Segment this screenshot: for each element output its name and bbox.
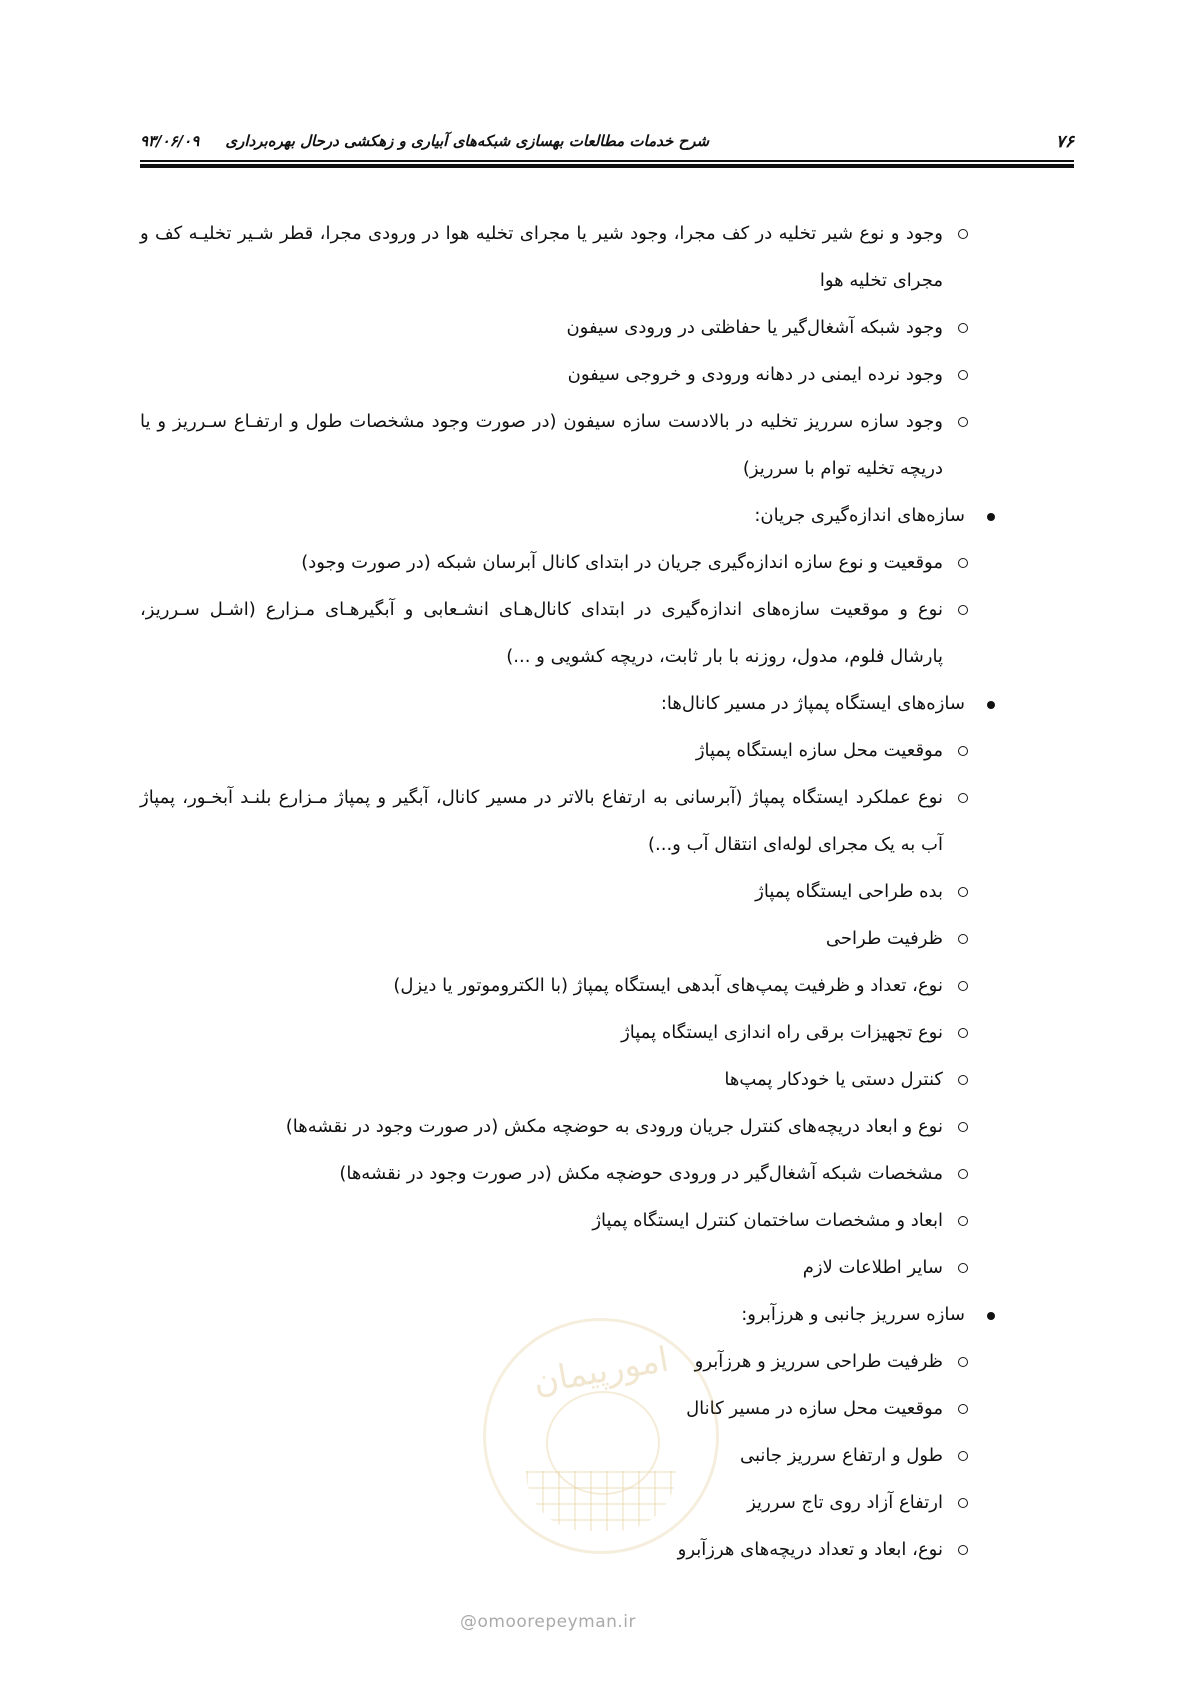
bullet-dot-icon (979, 680, 1003, 727)
bullet-dot-icon (979, 492, 1003, 539)
hollow-circle-icon (951, 586, 975, 633)
list-item (140, 774, 975, 868)
list-item-text: مشخصات شبکه آشغال‌گیر در ورودی حوضچه مکش (در صورت وجود در نقشه‌ها) (339, 1163, 943, 1184)
watermark-seal (483, 1318, 719, 1554)
list-item-text: وجود نرده ایمنی در دهانه ورودی و خروجی سیفون (567, 364, 943, 385)
list-item-text: طول و ارتفاع سرریز جانبی (739, 1445, 943, 1466)
hollow-circle-icon (951, 1103, 975, 1150)
list-item-text: ابعاد و مشخصات ساختمان کنترل ایستگاه پمپاژ (592, 1210, 943, 1231)
hollow-circle-icon (951, 868, 975, 915)
list-item (140, 868, 975, 915)
hollow-circle-icon (951, 1197, 975, 1244)
list-item-text: نوع و ابعاد دریچه‌های کنترل جریان ورودی به حوضچه مکش (در صورت وجود در نقشه‌ها) (285, 1116, 943, 1137)
hollow-circle-icon (951, 1009, 975, 1056)
hollow-circle-icon (951, 774, 975, 821)
watermark-grid (526, 1471, 676, 1531)
list-item-text: ارتفاع آزاد روی تاج سرریز (747, 1492, 943, 1513)
list-item (140, 1244, 975, 1291)
list-item-text: موقعیت و نوع سازه اندازه‌گیری جریان در ابتدای کانال آبرسان شبکه (در صورت وجود) (301, 552, 943, 573)
list-item-text: کنترل دستی یا خودکار پمپ‌ها (724, 1069, 943, 1090)
header-rule-thin (140, 160, 1074, 162)
list-item-text: وجود شبکه آشغال‌گیر یا حفاظتی در ورودی سیفون (566, 317, 943, 338)
list-item (140, 915, 975, 962)
list-item-text: وجود و نوع شیر تخلیه در کف مجرا، وجود شیر یا مجرای تخلیه هوا در ورودی مجرا، قطر شـیر تخلیـه کف و مجرای تخلیه هوا (140, 223, 943, 291)
hollow-circle-icon (951, 210, 975, 257)
header-title-text: شرح خدمات مطالعات بهسازی شبکه‌های آبیاری و زهکشی درحال بهره‌برداری (225, 132, 710, 150)
list-item-text: موقعیت محل سازه در مسیر کانال (686, 1398, 943, 1419)
list-item (140, 1009, 975, 1056)
watermark-url: @omoorepeyman.ir (460, 1612, 637, 1632)
list-item (140, 1056, 975, 1103)
list-item (140, 586, 975, 680)
list-item (140, 962, 975, 1009)
hollow-circle-icon (951, 1479, 975, 1526)
list-item-text: سایر اطلاعات لازم (802, 1257, 943, 1278)
watermark-logo-text: امورپیمان (530, 1339, 672, 1403)
list-item (140, 304, 975, 351)
running-title (140, 132, 709, 150)
list-item-text: وجود سازه سرریز تخلیه در بالادست سازه سیفون (در صورت وجود مشخصات طول و ارتفـاع سـرریز و یا دریچه تخلیه توام با سرریز) (140, 411, 943, 479)
header-date: ۹۳/۰۶/۰۹ (140, 132, 200, 150)
list-item (140, 1150, 975, 1197)
hollow-circle-icon (951, 727, 975, 774)
hollow-circle-icon (951, 1056, 975, 1103)
page-number: ۷۶ (1055, 132, 1074, 152)
list-item-text: نوع عملکرد ایستگاه پمپاژ (آبرسانی به ارتفاع بالاتر در مسیر کانال، آبگیر و پمپاژ مـزارع بلنـد آبخـور، پمپاژ آب به یک مجرای لوله‌ای انتقال آب و...) (140, 787, 943, 855)
page-header (140, 128, 1074, 158)
hollow-circle-icon (951, 1338, 975, 1385)
hollow-circle-icon (951, 1244, 975, 1291)
list-item (140, 1103, 975, 1150)
section-bullet-item (140, 492, 975, 539)
list-item (140, 398, 975, 492)
list-item (140, 210, 975, 304)
hollow-circle-icon (951, 539, 975, 586)
hollow-circle-icon (951, 962, 975, 1009)
list-item (140, 1197, 975, 1244)
list-item-text: نوع، تعداد و ظرفیت پمپ‌های آبدهی ایستگاه پمپاژ (با الکتروموتور یا دیزل) (393, 975, 943, 996)
hollow-circle-icon (951, 1385, 975, 1432)
list-item-text: موقعیت محل سازه ایستگاه پمپاژ (695, 740, 943, 761)
list-item-text: نوع و موقعیت سازه‌های اندازه‌گیری در ابتدای کانال‌هـای انشـعابی و آبگیرهـای مـزارع (اشـل سـرریز، پارشال فلوم، مدول، روزنه با بار ثابت، دریچه کشویی و ...) (140, 599, 943, 667)
bullet-dot-icon (979, 1291, 1003, 1338)
hollow-circle-icon (951, 1526, 975, 1573)
list-item-text: سازه‌های اندازه‌گیری جریان: (754, 505, 965, 526)
list-item-text: سازه سرریز جانبی و هرزآبرو: (741, 1304, 965, 1325)
list-item-text: نوع، ابعاد و تعداد دریچه‌های هرزآبرو (677, 1539, 943, 1560)
list-item-text: ظرفیت طراحی سرریز و هرزآبرو (694, 1351, 943, 1372)
hollow-circle-icon (951, 304, 975, 351)
list-item (140, 727, 975, 774)
list-item-text: ظرفیت طراحی (825, 928, 943, 949)
list-item-text: نوع تجهیزات برقی راه اندازی ایستگاه پمپاژ (621, 1022, 943, 1043)
hollow-circle-icon (951, 398, 975, 445)
header-rule-thick (140, 164, 1074, 168)
hollow-circle-icon (951, 351, 975, 398)
list-item-text: سازه‌های ایستگاه پمپاژ در مسیر کانال‌ها: (660, 693, 965, 714)
list-item (140, 351, 975, 398)
hollow-circle-icon (951, 1432, 975, 1479)
section-bullet-item (140, 680, 975, 727)
list-item-text: بده طراحی ایستگاه پمپاژ (755, 881, 943, 902)
hollow-circle-icon (951, 915, 975, 962)
hollow-circle-icon (951, 1150, 975, 1197)
list-item (140, 539, 975, 586)
